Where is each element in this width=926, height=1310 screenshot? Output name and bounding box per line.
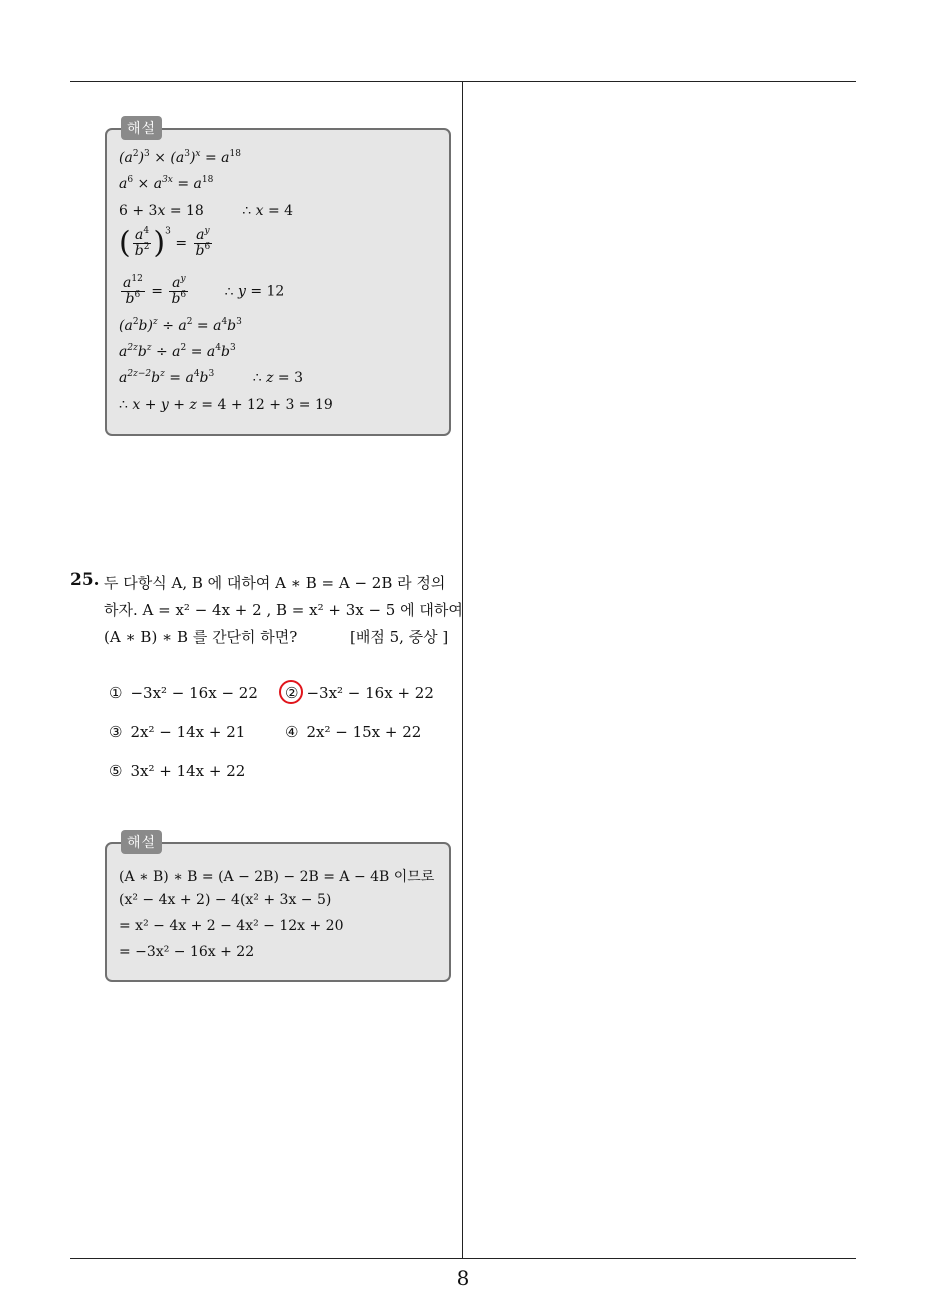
solution-line: $a^{2z-2}b^z = a^4b^3$ ∴ z = 3 bbox=[119, 369, 303, 386]
solution-line: $\frac{a^{12}}{b^6}$ = $\frac{a^y}{b^6}$ ∴ y = 12 bbox=[123, 274, 285, 307]
solution-box-1 bbox=[105, 121, 451, 436]
choice-marker: ③ bbox=[109, 723, 123, 741]
question-number: 25. bbox=[70, 570, 100, 590]
choice-text: −3x² − 16x + 22 bbox=[306, 684, 434, 702]
page-number: 8 bbox=[456, 1266, 470, 1290]
solution-box-2 bbox=[105, 835, 451, 982]
column-divider bbox=[462, 82, 463, 1258]
question-text-line-2: 하자. A = x² − 4x + 2 , B = x² + 3x − 5 에 대하여 bbox=[104, 601, 463, 619]
choice-marker: ② bbox=[285, 684, 299, 702]
solution-line: ( $\frac{a^4}{b^2}$ )$^3$ = $\frac{a^y}{b^6}$ bbox=[119, 225, 211, 261]
solution-line: = −3x² − 16x + 22 bbox=[119, 944, 255, 960]
solution-label: 해설 bbox=[121, 116, 162, 140]
solution-line: = x² − 4x + 2 − 4x² − 12x + 20 bbox=[119, 918, 344, 934]
solution-line: 6 + 3x = 18 ∴ x = 4 bbox=[119, 203, 294, 219]
choice-text: 2x² − 15x + 22 bbox=[306, 723, 422, 741]
choice-marker: ⑤ bbox=[109, 762, 123, 780]
choice-2[interactable] bbox=[285, 684, 434, 702]
solution-line: $(a^2)^3 \times (a^3)^x = a^{18}$ bbox=[119, 149, 241, 166]
choice-4[interactable] bbox=[285, 723, 421, 741]
solution-line: $(a^2b)^z \div a^2 = a^4b^3$ bbox=[119, 317, 242, 334]
choice-marker: ① bbox=[109, 684, 123, 702]
bottom-rule bbox=[70, 1258, 856, 1259]
solution-line: (x² − 4x + 2) − 4(x² + 3x − 5) bbox=[119, 892, 332, 908]
question-text-line-1: 두 다항식 A, B 에 대하여 A ∗ B = A − 2B 라 정의 bbox=[104, 574, 446, 592]
solution-line: $a^{2z}b^z \div a^2 = a^4b^3$ bbox=[119, 343, 236, 360]
solution-line: ∴ x + y + z = 4 + 12 + 3 = 19 bbox=[119, 397, 333, 413]
choice-text: 3x² + 14x + 22 bbox=[130, 762, 246, 780]
choice-marker: ④ bbox=[285, 723, 299, 741]
solution-line: (A ∗ B) ∗ B = (A − 2B) − 2B = A − 4B 이므로 bbox=[119, 869, 435, 885]
top-rule bbox=[70, 81, 856, 82]
question-text-line-3: (A ∗ B) ∗ B 를 간단히 하면? bbox=[104, 628, 298, 646]
solution-line: $a^6 \times a^{3x} = a^{18}$ bbox=[119, 175, 214, 192]
choice-text: 2x² − 14x + 21 bbox=[130, 723, 246, 741]
choice-1[interactable] bbox=[109, 684, 258, 702]
solution-label: 해설 bbox=[121, 830, 162, 854]
choice-3[interactable] bbox=[109, 723, 245, 741]
points-label: [배점 5, 중상 ] bbox=[350, 628, 449, 646]
choice-text: −3x² − 16x − 22 bbox=[130, 684, 258, 702]
choice-5[interactable] bbox=[109, 762, 245, 780]
